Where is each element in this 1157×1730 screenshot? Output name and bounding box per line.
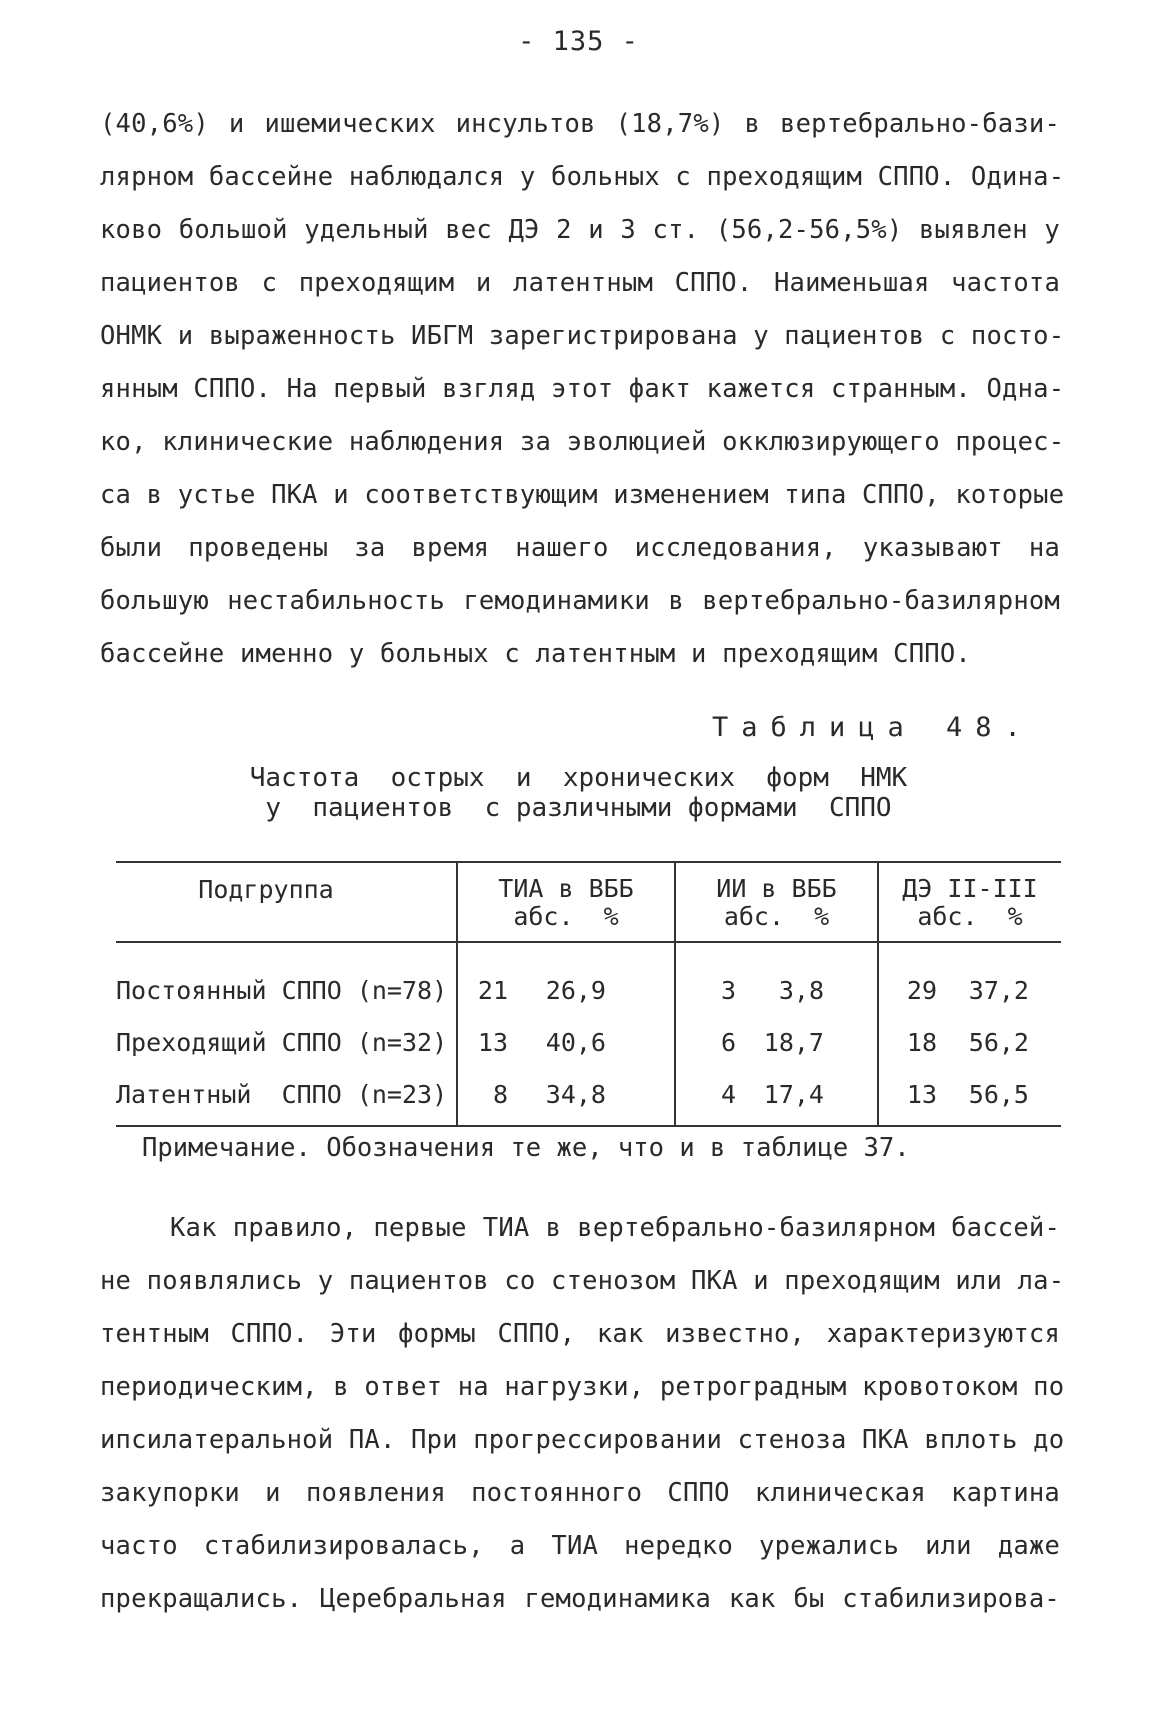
table-row <box>116 1017 1061 1069</box>
header-ii-units: абс. % <box>723 902 830 931</box>
table-label: Таблица 48. <box>712 712 1034 743</box>
cell-de-pct: 56,2 <box>968 1028 1029 1057</box>
header-tia-units: абс. % <box>513 902 619 931</box>
table-row <box>116 1069 1061 1126</box>
paragraph-2 <box>100 1202 1065 1626</box>
cell-ii-abs: 3 <box>720 976 736 1005</box>
text-line: периодическим, в ответ на нагрузки, ретроградным кровотоком по <box>100 1372 1065 1402</box>
cell-tia-abs: 13 <box>477 1028 508 1057</box>
text-line: прекращались. Церебральная гемодинамика как бы стабилизирова- <box>100 1584 1060 1614</box>
cell-de-pct: 37,2 <box>968 976 1029 1005</box>
header-de-title: ДЭ II-III <box>902 874 1038 903</box>
cell-tia-abs: 8 <box>492 1080 508 1109</box>
text-line: са в устье ПКА и соответствующим изменением типа СППО, которые <box>100 480 1065 510</box>
table-note: Примечание. Обозначения те же, что и в таблице 37. <box>142 1133 910 1163</box>
cell-ii-pct: 3,8 <box>778 976 824 1005</box>
header-tia-title: ТИА в ВББ <box>498 874 634 903</box>
cell-de-abs: 29 <box>906 976 937 1005</box>
header-ii <box>675 862 878 942</box>
row-group: Постоянный СППО (n=78) <box>116 976 448 1005</box>
page-number: - 135 - <box>518 26 639 57</box>
header-ii-title: ИИ в ВББ <box>716 874 837 903</box>
text-line: ко, клинические наблюдения за эволюцией окклюзирующего процес- <box>100 427 1065 457</box>
row-de <box>878 1017 1061 1069</box>
text-line: (40,6%) и ишемических инсультов (18,7%) в вертебрально-бази- <box>100 109 1060 139</box>
row-tia <box>457 1069 675 1126</box>
header-de-units: абс. % <box>917 902 1023 931</box>
cell-ii-pct: 17,4 <box>763 1080 824 1109</box>
text-line: ОНМК и выраженность ИБГМ зарегистрирована у пациентов с посто- <box>100 321 1065 351</box>
cell-ii-abs: 6 <box>720 1028 736 1057</box>
cell-de-abs: 13 <box>906 1080 937 1109</box>
row-ii <box>675 1017 878 1069</box>
cell-de-abs: 18 <box>906 1028 937 1057</box>
paragraph-1 <box>100 98 1065 681</box>
header-tia <box>457 862 675 942</box>
text-line: были проведены за время нашего исследования, указывают на <box>100 533 1060 563</box>
data-table <box>116 861 1061 1127</box>
cell-de-pct: 56,5 <box>968 1080 1029 1109</box>
text-line: ково большой удельный вес ДЭ 2 и 3 ст. (56,2-56,5%) выявлен у <box>100 215 1060 245</box>
text-line: лярном бассейне наблюдался у больных с преходящим СППО. Одина- <box>100 162 1065 192</box>
row-ii <box>675 942 878 1017</box>
cell-tia-pct: 26,9 <box>545 976 606 1005</box>
text-line: закупорки и появления постоянного СППО клиническая картина <box>100 1478 1060 1508</box>
text-line: ипсилатеральной ПА. При прогрессировании стеноза ПКА вплоть до <box>100 1425 1065 1455</box>
row-tia <box>457 1017 675 1069</box>
text-line: не появлялись у пациентов со стенозом ПКА и преходящим или ла- <box>100 1266 1065 1296</box>
table-caption-line: Частота острых и хронических форм НМК <box>249 763 908 793</box>
text-line: бассейне именно у больных с латентным и преходящим СППО. <box>100 639 971 669</box>
row-tia <box>457 942 675 1017</box>
text-line: янным СППО. На первый взгляд этот факт кажется странным. Одна- <box>100 374 1065 404</box>
header-de <box>878 862 1061 942</box>
cell-tia-pct: 34,8 <box>545 1080 606 1109</box>
row-group: Преходящий СППО (n=32) <box>116 1028 448 1057</box>
table-row <box>116 942 1061 1017</box>
text-line: Как правило, первые ТИА в вертебрально-базилярном бассей- <box>170 1213 1060 1243</box>
row-group: Латентный СППО (n=23) <box>116 1080 448 1109</box>
text-line: тентным СППО. Эти формы СППО, как известно, характеризуются <box>100 1319 1060 1349</box>
cell-tia-pct: 40,6 <box>545 1028 606 1057</box>
table-caption <box>0 763 1157 823</box>
cell-ii-abs: 4 <box>720 1080 736 1109</box>
row-ii <box>675 1069 878 1126</box>
table-caption-line: у пациентов с различными формами СППО <box>265 793 892 823</box>
text-line: часто стабилизировалась, а ТИА нередко урежались или даже <box>100 1531 1060 1561</box>
cell-tia-abs: 21 <box>477 976 508 1005</box>
header-subgroup: Подгруппа <box>198 875 334 904</box>
table-header-row <box>116 862 1061 942</box>
text-line: пациентов с преходящим и латентным СППО. Наименьшая частота <box>100 268 1060 298</box>
text-line: большую нестабильность гемодинамики в вертебрально-базилярном <box>100 586 1060 616</box>
cell-ii-pct: 18,7 <box>763 1028 824 1057</box>
row-de <box>878 942 1061 1017</box>
row-de <box>878 1069 1061 1126</box>
